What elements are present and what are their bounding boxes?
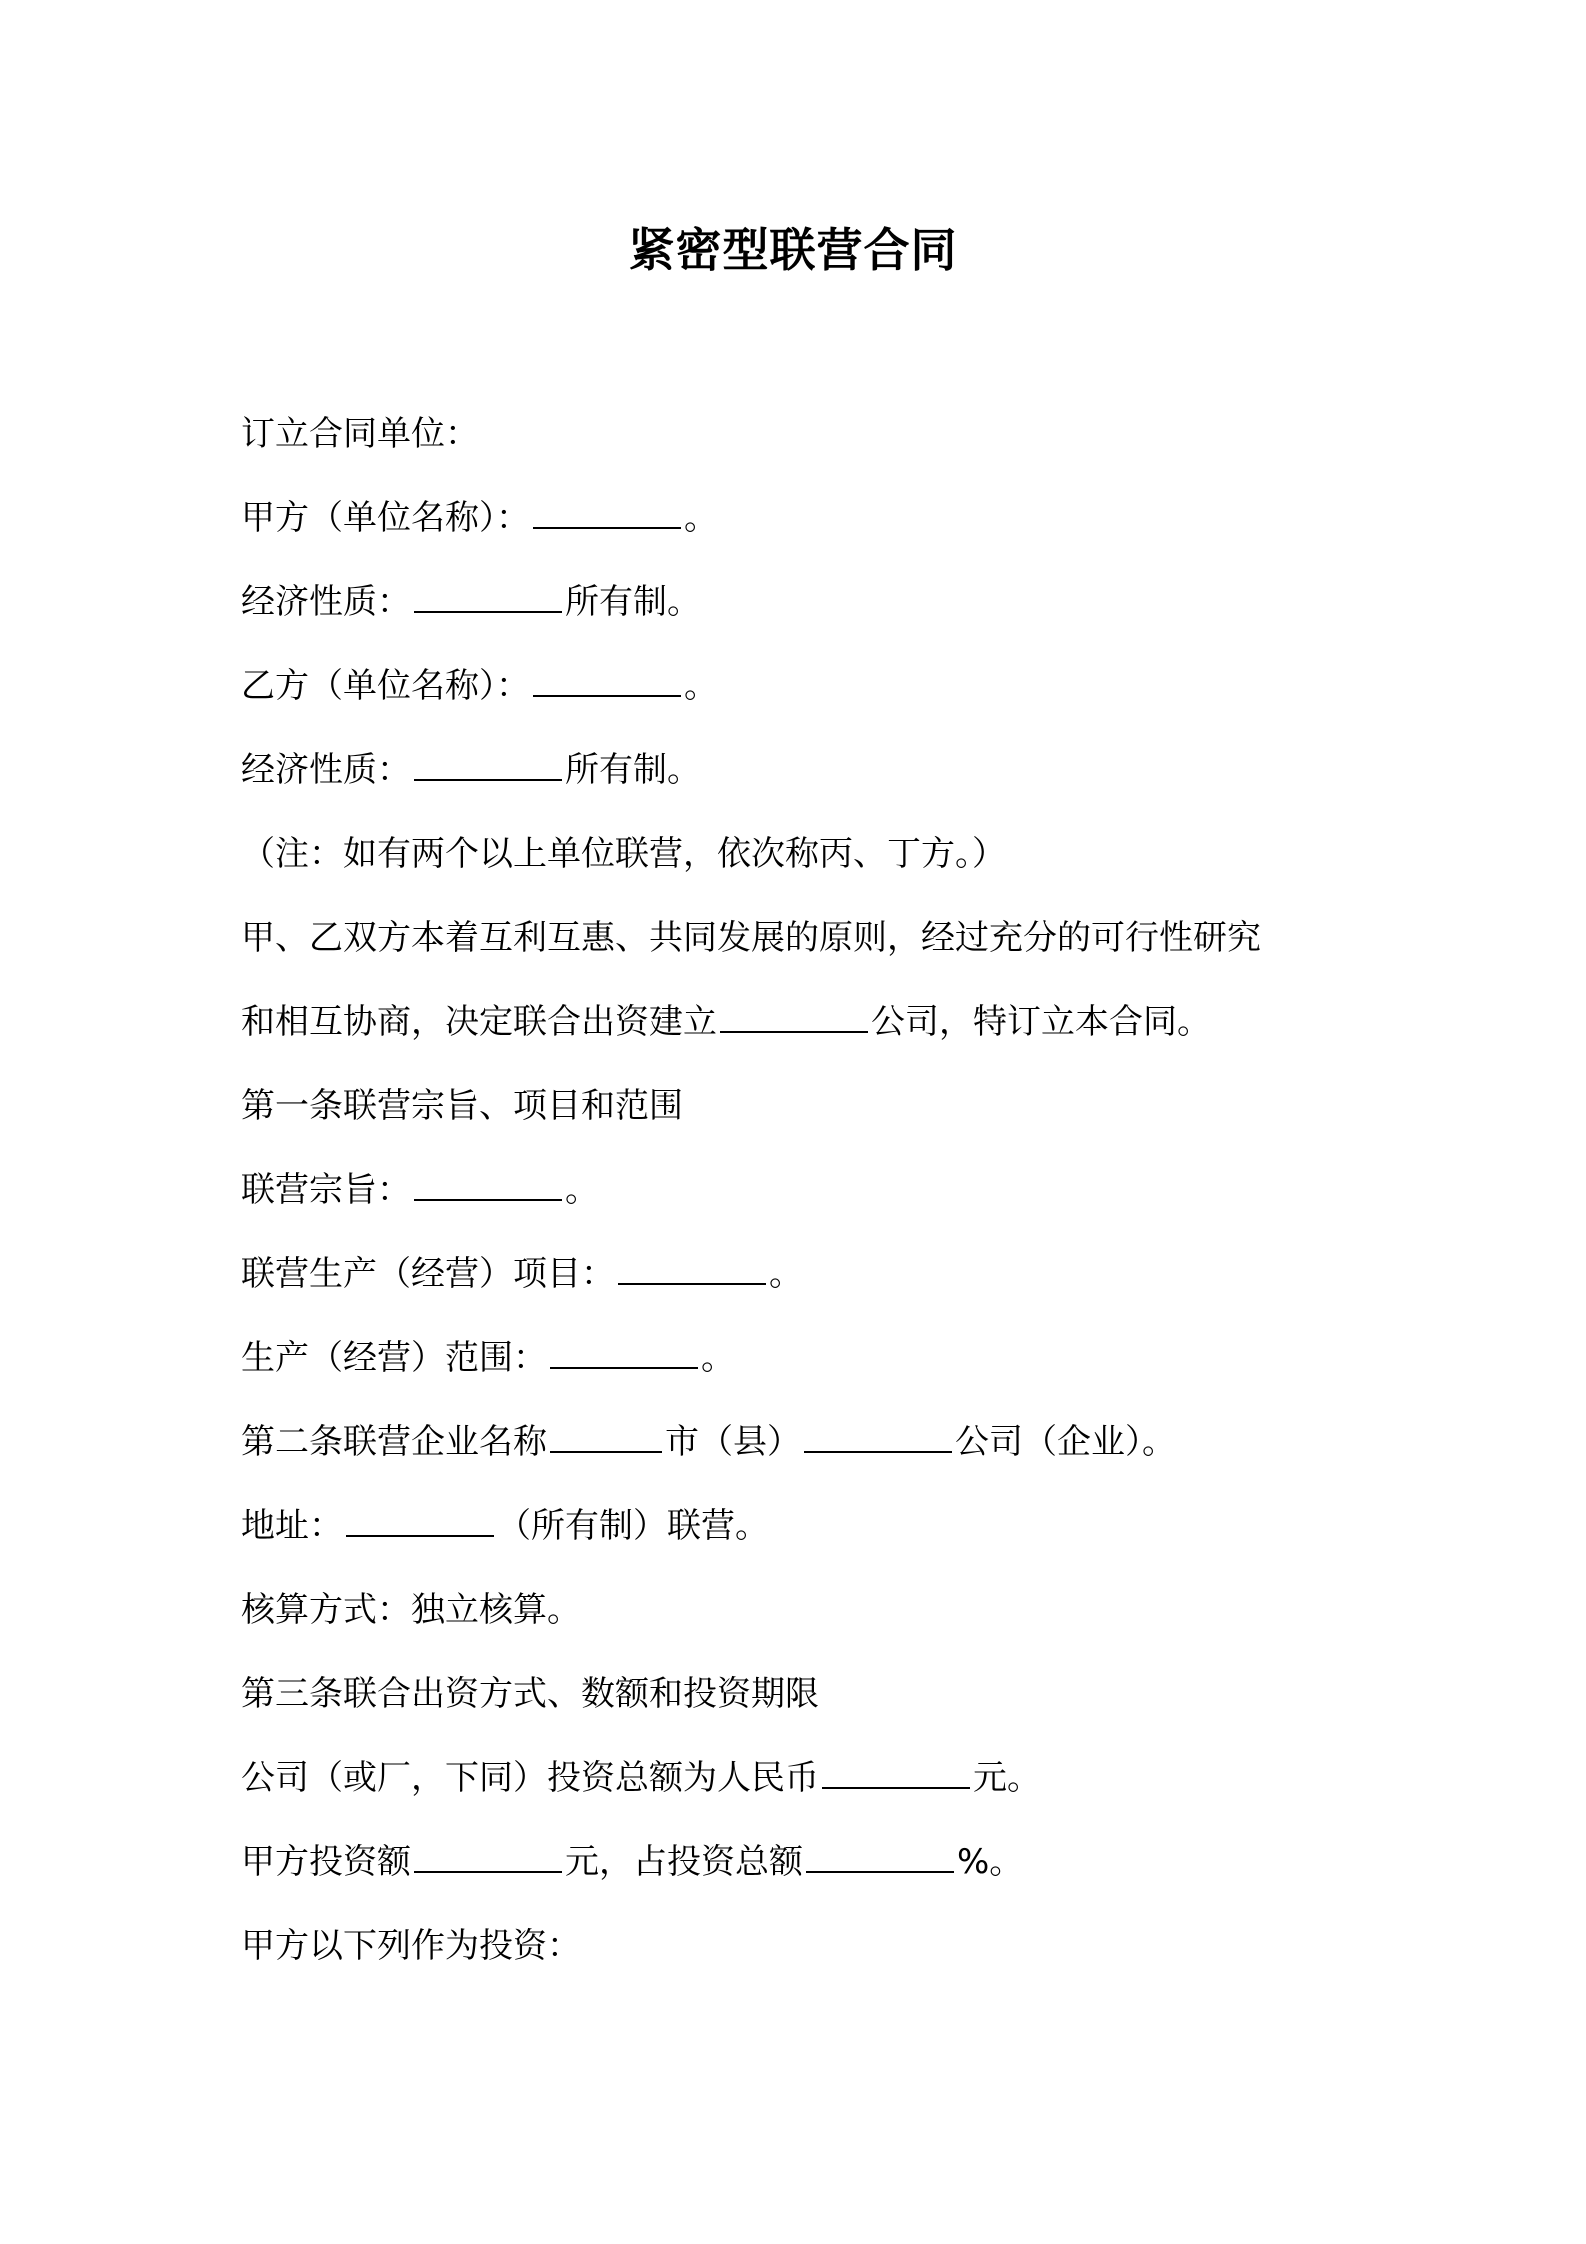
purpose-blank[interactable] — [414, 1169, 562, 1201]
scope-label: 生产（经营）范围： — [241, 1338, 547, 1378]
note-text: （注：如有两个以上单位联营，依次称丙、丁方。） — [241, 834, 1006, 874]
party-a-investment-end: %。 — [957, 1842, 1024, 1882]
project-line — [241, 1250, 803, 1298]
city-blank[interactable] — [550, 1421, 662, 1453]
party-a-amount-blank[interactable] — [414, 1841, 562, 1873]
party-a-investment-mid: 元，占投资总额 — [565, 1842, 803, 1882]
party-a-end: 。 — [684, 498, 718, 538]
party-a-label: 甲方（单位名称）： — [241, 498, 530, 538]
intro-line-1: 甲、乙双方本着互利互惠、共同发展的原则，经过充分的可行性研究 — [241, 918, 1261, 958]
econ-b-label: 经济性质： — [241, 750, 411, 790]
article-1-title: 第一条联营宗旨、项目和范围 — [241, 1086, 683, 1126]
project-end: 。 — [769, 1254, 803, 1294]
party-a-blank[interactable] — [533, 497, 681, 529]
econ-b-end: 所有制。 — [565, 750, 701, 790]
article-2-end: 公司（企业）。 — [955, 1422, 1176, 1462]
scope-end: 。 — [701, 1338, 735, 1378]
purpose-label: 联营宗旨： — [241, 1170, 411, 1210]
purpose-end: 。 — [565, 1170, 599, 1210]
party-b-end: 。 — [684, 666, 718, 706]
scope-blank[interactable] — [550, 1337, 698, 1369]
total-investment-label: 公司（或厂，下同）投资总额为人民币 — [241, 1758, 819, 1798]
econ-b-line — [241, 746, 701, 794]
parties-heading: 订立合同单位： — [241, 414, 479, 454]
article-2-line — [241, 1418, 1176, 1466]
party-a-percent-blank[interactable] — [806, 1841, 954, 1873]
party-a-investment-label: 甲方投资额 — [241, 1842, 411, 1882]
accounting-line: 核算方式：独立核算。 — [241, 1590, 581, 1630]
article-2-label: 第二条联营企业名称 — [241, 1422, 547, 1462]
address-label: 地址： — [241, 1506, 343, 1546]
scope-line — [241, 1334, 735, 1382]
intro-line-2 — [241, 998, 1211, 1046]
party-b-label: 乙方（单位名称）： — [241, 666, 530, 706]
address-end: （所有制）联营。 — [497, 1506, 769, 1546]
article-3-title: 第三条联合出资方式、数额和投资期限 — [241, 1674, 819, 1714]
party-b-blank[interactable] — [533, 665, 681, 697]
purpose-line — [241, 1166, 599, 1214]
econ-a-line — [241, 578, 701, 626]
intro-line-2-label: 和相互协商，决定联合出资建立 — [241, 1002, 717, 1042]
address-blank[interactable] — [346, 1505, 494, 1537]
total-investment-line — [241, 1754, 1041, 1802]
project-blank[interactable] — [618, 1253, 766, 1285]
econ-b-blank[interactable] — [414, 749, 562, 781]
party-a-investment-line — [241, 1838, 1023, 1886]
econ-a-label: 经济性质： — [241, 582, 411, 622]
party-b-line — [241, 662, 718, 710]
company-name-blank[interactable] — [720, 1001, 868, 1033]
econ-a-end: 所有制。 — [565, 582, 701, 622]
enterprise-name-blank[interactable] — [804, 1421, 952, 1453]
project-label: 联营生产（经营）项目： — [241, 1254, 615, 1294]
party-a-line — [241, 494, 718, 542]
document-title: 紧密型联营合同 — [628, 223, 958, 277]
econ-a-blank[interactable] — [414, 581, 562, 613]
total-investment-blank[interactable] — [822, 1757, 970, 1789]
intro-line-2-end: 公司，特订立本合同。 — [871, 1002, 1211, 1042]
article-2-mid: 市（县） — [665, 1422, 801, 1462]
party-a-investment-items: 甲方以下列作为投资： — [241, 1926, 581, 1966]
address-line — [241, 1502, 769, 1550]
total-investment-end: 元。 — [973, 1758, 1041, 1798]
